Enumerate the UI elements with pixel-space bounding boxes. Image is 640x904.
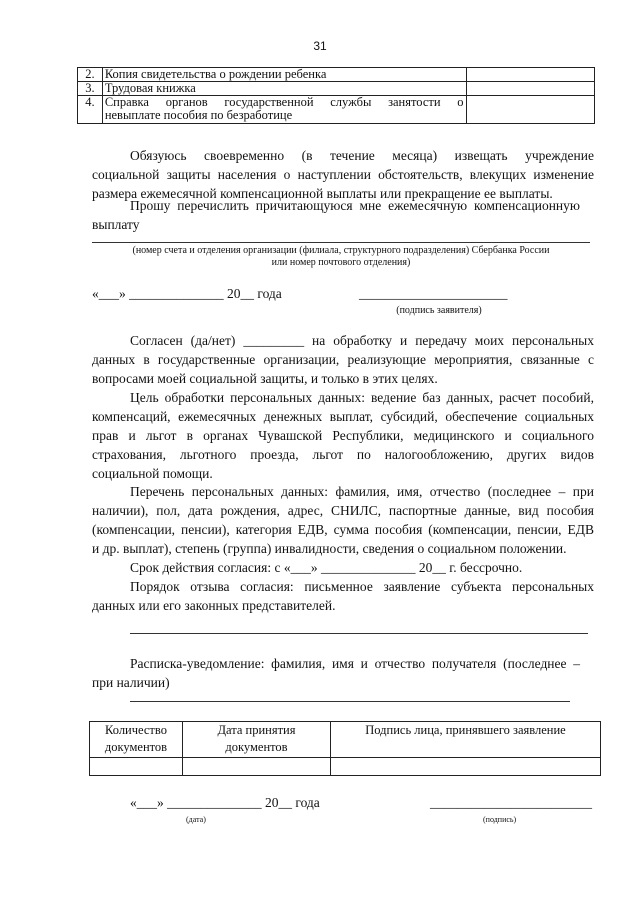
header-cell-acceptor-signature [331, 722, 601, 758]
account-caption [92, 245, 590, 269]
receipt-signature-line: ________________________ [430, 795, 592, 810]
row-text [102, 96, 466, 124]
consent-term: Срок действия согласия: с «___» ______________ 20__ г. бессрочно. [130, 560, 523, 575]
documents-table [77, 67, 595, 124]
applicant-signature-line: ______________________ [359, 286, 508, 301]
header-cell-acceptance-date [183, 722, 331, 758]
paragraph-line: при наличии) [92, 675, 170, 690]
blank-line [130, 633, 588, 634]
paragraph-line: Прошу перечислить причитающуюся мне ежемесячную компенсационную [130, 198, 580, 213]
table-row [78, 96, 595, 124]
personal-data-list-paragraph [92, 482, 594, 558]
paragraph-line: прав и льгот в органах Чувашской Республики, медицинского и социального [92, 428, 594, 443]
revoke-paragraph [92, 577, 594, 615]
row-text [102, 68, 466, 82]
paragraph-line: выплату [92, 217, 140, 232]
consent-paragraph [92, 331, 594, 388]
row-number: 4. [78, 96, 103, 124]
paragraph-line: Цель обработки персональных данных: ведение баз данных, расчет пособий, [130, 390, 594, 405]
table-row [78, 68, 595, 82]
caption-line: (номер счета и отделения организации (филиала, структурного подразделения) Сбербанка России [132, 245, 550, 256]
paragraph-line: социальной защиты населения о наступлении обстоятельств, влекущих изменение [92, 167, 594, 182]
row-text-line: Справка органов государственной службы занятости о [104, 95, 464, 109]
header-line: Дата принятия [217, 723, 296, 737]
account-number-line [92, 242, 590, 243]
page-number: 31 [313, 39, 327, 53]
paragraph-line: размера ежемесячной компенсационной выплаты или прекращение ее выплаты. [92, 186, 553, 201]
row-text-line: Трудовая книжка [104, 81, 196, 95]
receipt-signature-caption: (подпись) [483, 815, 517, 824]
header-line: документов [104, 740, 168, 754]
row-text [102, 82, 466, 96]
paragraph-line: и др. выплат), степень (группа) инвалидности, сведения о социальном положении. [92, 541, 567, 556]
paragraph-line: вопросами моей социальной защиты, и только в этих целях. [92, 371, 438, 386]
header-line: документов [225, 740, 288, 754]
receipt-table [89, 721, 601, 776]
row-number: 3. [78, 82, 103, 96]
paragraph-line: Перечень персональных данных: фамилия, имя, отчество (последнее – при [130, 484, 594, 499]
receipt-date: «___» ______________ 20__ года [130, 795, 320, 810]
header-cell-documents-count [90, 722, 183, 758]
row-text-line: невыплате пособия по безработице [104, 108, 293, 122]
request-paragraph [92, 196, 580, 234]
paragraph-line: Обязуюсь своевременно (в течение месяца) извещать учреждение [130, 148, 594, 163]
row-number: 2. [78, 68, 103, 82]
paragraph-line: социальной помощи. [92, 466, 213, 481]
paragraph-line: данных или его законных представителей. [92, 598, 336, 613]
applicant-signature-caption: (подпись заявителя) [396, 305, 482, 316]
receipt-paragraph [92, 654, 580, 692]
paragraph-line: данных в государственные организации, реализующие мероприятия, связанные с [92, 352, 594, 367]
paragraph-line: Порядок отзыва согласия: письменное заявление субъекта персональных [130, 579, 594, 594]
paragraph-line: страхования, льготного проезда, льгот по налогообложению, других видов [92, 447, 594, 462]
paragraph-line: компенсаций, ежемесячных денежных выплат, субсидий, обеспечение социальных [92, 409, 594, 424]
table-header-row [90, 722, 601, 758]
row-empty-cell [466, 96, 594, 124]
caption-line: или номер почтового отделения) [271, 257, 411, 268]
row-empty-cell [466, 82, 594, 96]
purpose-paragraph [92, 388, 594, 483]
empty-cell [331, 758, 601, 776]
recipient-name-line [130, 701, 570, 702]
receipt-date-caption: (дата) [186, 815, 206, 824]
application-date: «___» ______________ 20__ года [92, 286, 282, 301]
header-line: Подпись лица, принявшего заявление [365, 723, 566, 737]
paragraph-line: Расписка-уведомление: фамилия, имя и отчество получателя (последнее – [130, 656, 580, 671]
row-text-line: Копия свидетельства о рождении ребенка [104, 67, 327, 81]
table-row [78, 82, 595, 96]
empty-cell [183, 758, 331, 776]
obligation-paragraph [92, 146, 594, 203]
header-line: Количество [105, 723, 167, 737]
table-row [90, 758, 601, 776]
paragraph-line: Согласен (да/нет) _________ на обработку и передачу моих персональных [130, 333, 594, 348]
empty-cell [90, 758, 183, 776]
row-empty-cell [466, 68, 594, 82]
paragraph-line: (компенсации, пенсии), категория ЕДВ, сумма пособия (компенсации, пенсии, ЕДВ [92, 522, 594, 537]
paragraph-line: наличии), пол, дата рождения, адрес, СНИЛС, паспортные данные, вид пособия [92, 503, 594, 518]
